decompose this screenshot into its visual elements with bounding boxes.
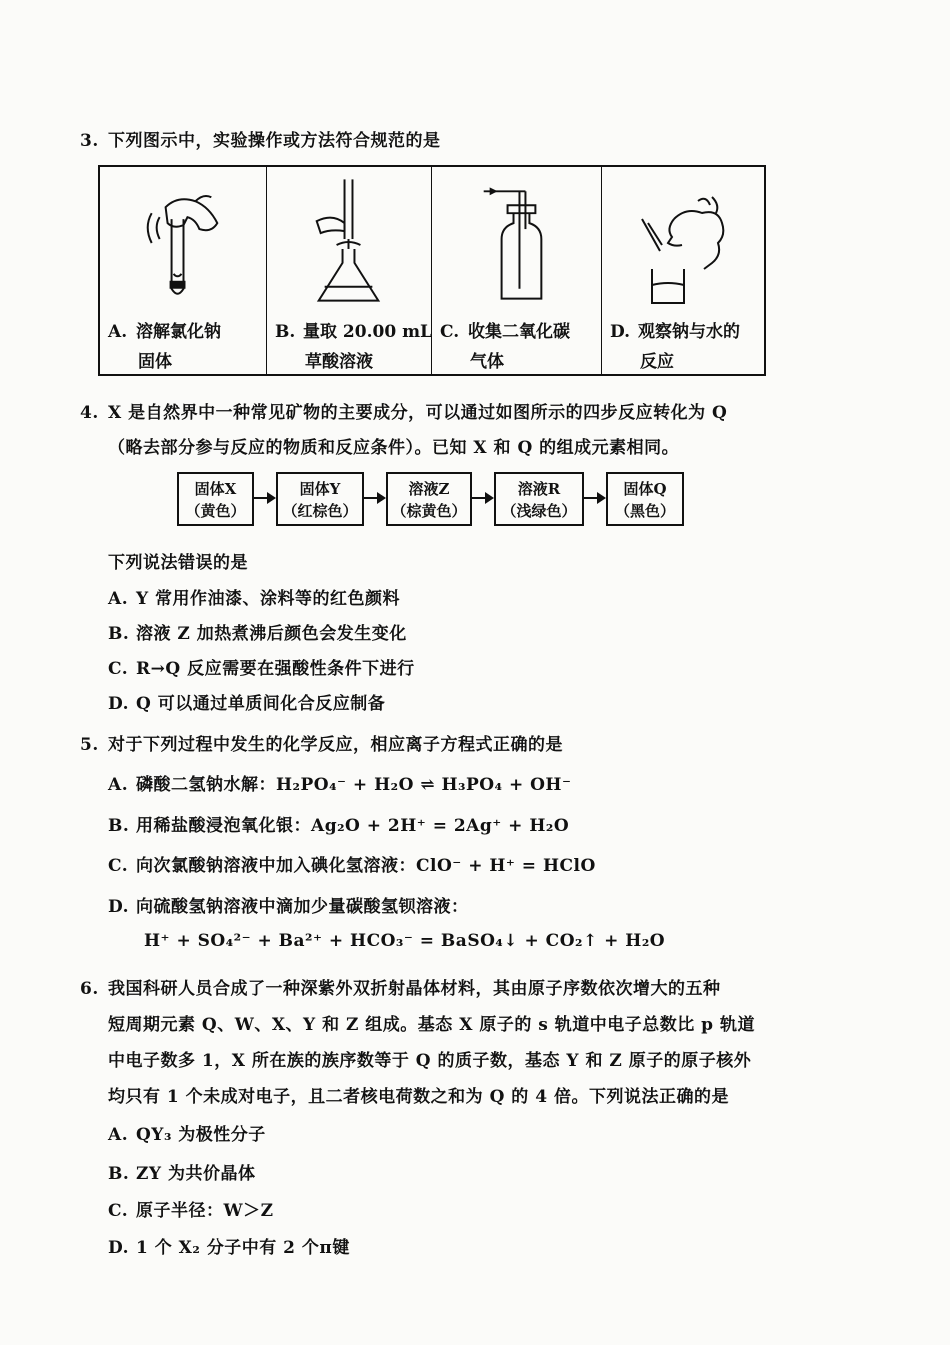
- q3-option-c-cell[interactable]: [432, 167, 602, 374]
- option-label: B.: [275, 322, 296, 342]
- option-text: 量取 20.00 mL: [303, 322, 433, 342]
- q4-option-a[interactable]: A. Y 常用作油漆、涂料等的红色颜料: [108, 589, 401, 609]
- q4-stem: 4. X 是自然界中一种常见矿物的主要成分，可以通过如图所示的四步反应转化为 Q: [80, 403, 728, 423]
- option-text: 草酸溶液: [305, 352, 373, 372]
- option-text: 收集二氧化碳: [468, 322, 570, 342]
- flow-box-x: 固体X （黄色）: [177, 472, 254, 526]
- flow-box-z: 溶液Z （棕黄色）: [386, 472, 472, 526]
- gas-collection-bottle-illustration: [432, 179, 601, 309]
- flow-box-r: 溶液R （浅绿色）: [494, 472, 584, 526]
- flow-arrow: [364, 497, 384, 499]
- q4-sub-stem: 下列说法错误的是: [108, 553, 248, 573]
- option-label: C.: [440, 322, 460, 342]
- option-label: D.: [610, 322, 631, 342]
- q3-option-a-cell[interactable]: [100, 167, 267, 374]
- option-text: 固体: [138, 352, 172, 372]
- equation: Ag₂O + 2H⁺ = 2Ag⁺ + H₂O: [311, 816, 570, 836]
- q5-option-d[interactable]: D. 向硫酸氢钠溶液中滴加少量碳酸氢钡溶液：: [108, 897, 469, 917]
- q6-option-a[interactable]: A. QY₃ 为极性分子: [108, 1125, 266, 1145]
- q4-stem-continued: （略去部分参与反应的物质和反应条件）。已知 X 和 Q 的组成元素相同。: [108, 438, 680, 458]
- q6-stem-line: 短周期元素 Q、W、X、Y 和 Z 组成。基态 X 原子的 s 轨道中电子总数比 p 轨道: [108, 1015, 755, 1035]
- q6-option-b[interactable]: B. ZY 为共价晶体: [108, 1164, 256, 1184]
- equation: H⁺ + SO₄²⁻ + Ba²⁺ + HCO₃⁻ = BaSO₄↓ + CO₂↑ + H₂O: [144, 931, 666, 951]
- option-text: 反应: [640, 352, 674, 372]
- q4-option-c[interactable]: C. R→Q 反应需要在强酸性条件下进行: [108, 659, 415, 679]
- dissolving-test-tube-illustration: [100, 179, 266, 309]
- option-label: A.: [108, 322, 128, 342]
- q6-stem-line: 均只有 1 个未成对电子，且二者核电荷数之和为 Q 的 4 倍。下列说法正确的是: [108, 1087, 729, 1107]
- q3-option-b-cell[interactable]: [267, 167, 432, 374]
- flow-arrow: [254, 497, 274, 499]
- equation: ClO⁻ + H⁺ = HClO: [416, 856, 596, 876]
- flow-box-q: 固体Q （黑色）: [606, 472, 684, 526]
- q5-option-a[interactable]: A. 磷酸二氢钠水解：H₂PO₄⁻ + H₂O ⇌ H₃PO₄ + OH⁻: [108, 775, 572, 795]
- q3-stem: 3. 下列图示中，实验操作或方法符合规范的是: [80, 131, 441, 151]
- q3-figure-table: [98, 165, 766, 376]
- q3-option-d-cell[interactable]: [602, 167, 764, 374]
- flow-box-y: 固体Y （红棕色）: [276, 472, 364, 526]
- q6-stem-line: 中电子数多 1，X 所在族的族序数等于 Q 的质子数，基态 Y 和 Z 原子的原子核外: [108, 1051, 752, 1071]
- q6-option-c[interactable]: C. 原子半径：W＞Z: [108, 1201, 274, 1221]
- burette-flask-illustration: [267, 179, 431, 309]
- q5-option-b[interactable]: B. 用稀盐酸浸泡氧化银：Ag₂O + 2H⁺ = 2Ag⁺ + H₂O: [108, 816, 570, 836]
- q6-stem: 6. 我国科研人员合成了一种深紫外双折射晶体材料，其由原子序数依次增大的五种: [80, 979, 721, 999]
- option-text: 气体: [470, 352, 504, 372]
- option-text: 观察钠与水的: [638, 322, 740, 342]
- q6-option-d[interactable]: D. 1 个 X₂ 分子中有 2 个π键: [108, 1238, 350, 1258]
- q4-option-d[interactable]: D. Q 可以通过单质间化合反应制备: [108, 694, 386, 714]
- q4-option-b[interactable]: B. 溶液 Z 加热煮沸后颜色会发生变化: [108, 624, 407, 644]
- flow-arrow: [584, 497, 604, 499]
- flow-arrow: [472, 497, 492, 499]
- observe-sodium-illustration: [602, 179, 764, 309]
- equation: H₂PO₄⁻ + H₂O ⇌ H₃PO₄ + OH⁻: [276, 775, 572, 795]
- option-text: 溶解氯化钠: [136, 322, 221, 342]
- q5-stem: 5. 对于下列过程中发生的化学反应，相应离子方程式正确的是: [80, 735, 563, 755]
- q5-option-c[interactable]: C. 向次氯酸钠溶液中加入碘化氢溶液：ClO⁻ + H⁺ = HClO: [108, 856, 596, 876]
- q5-option-d-equation: [144, 931, 665, 951]
